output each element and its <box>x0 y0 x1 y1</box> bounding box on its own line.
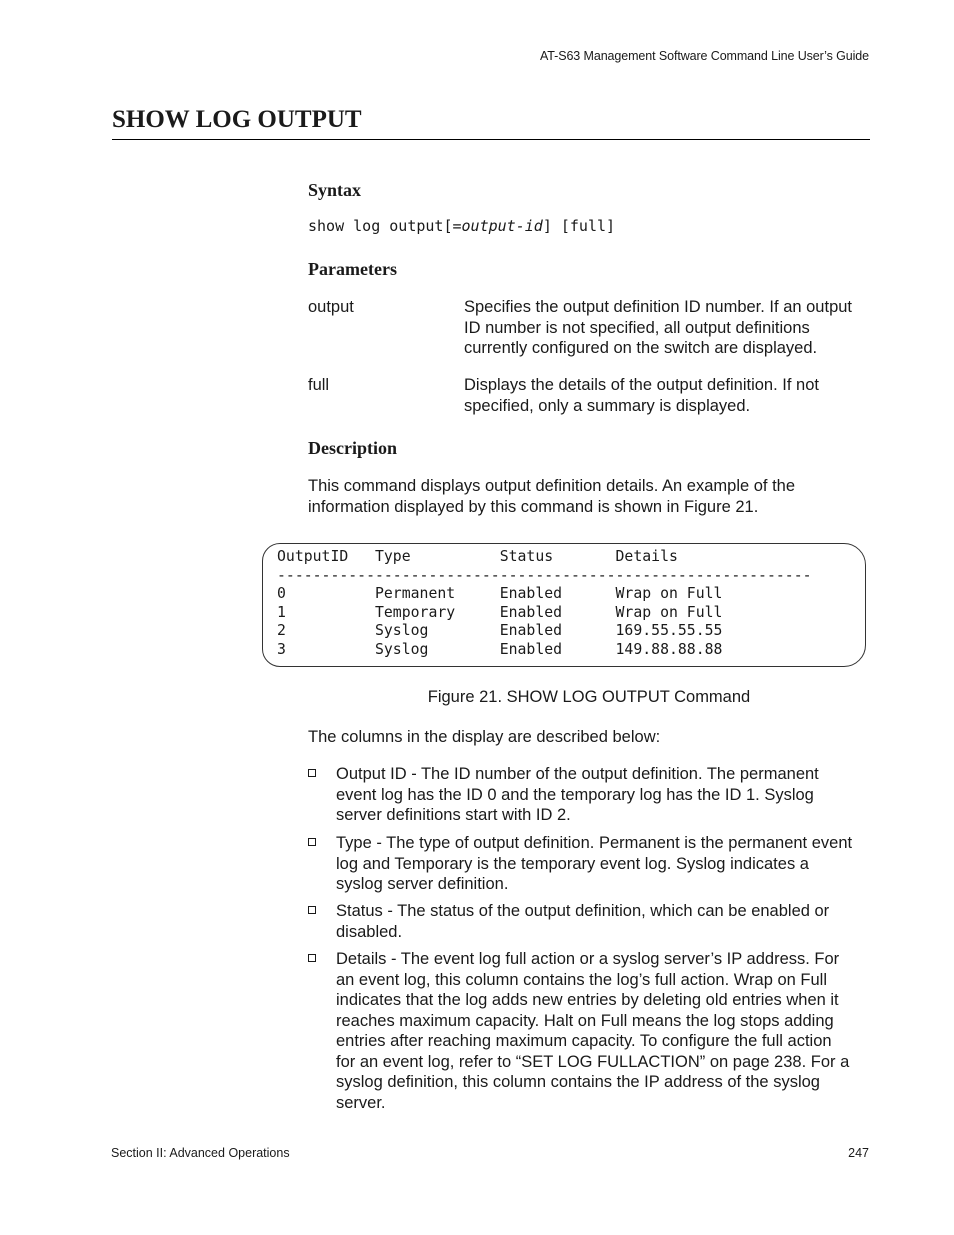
screen-row: 3 Syslog Enabled 149.88.88.88 <box>277 640 723 658</box>
columns-intro: The columns in the display are described below: <box>308 728 661 746</box>
footer-section: Section II: Advanced Operations <box>111 1146 290 1160</box>
screen-divider: ------------------------------------------------------------ <box>277 566 812 584</box>
desc-line: specified, only a summary is displayed. <box>464 396 751 415</box>
bullet-text <box>336 949 871 1113</box>
bullet-text <box>336 764 871 826</box>
page-title: SHOW LOG OUTPUT <box>112 106 362 133</box>
param-name-full: full <box>308 376 330 394</box>
bullet-box-icon <box>308 954 316 962</box>
running-head: AT-S63 Management Software Command Line User’s Guide <box>540 49 869 63</box>
bullet-line: disabled. <box>336 922 403 941</box>
desc-line: Displays the details of the output definition. If not <box>464 376 819 394</box>
screen-row: 1 Temporary Enabled Wrap on Full <box>277 603 723 621</box>
bullet-line: Type - The type of output definition. Permanent is the permanent event <box>336 834 853 852</box>
screen-row: 2 Syslog Enabled 169.55.55.55 <box>277 622 723 639</box>
screen-header: OutputID Type Status Details <box>277 548 678 565</box>
bullet-line: Details - The event log full action or a syslog server’s IP address. For <box>336 950 840 968</box>
bullet-box-icon <box>308 769 316 777</box>
syntax-command: show log output[= <box>308 217 462 235</box>
bullet-line: reaches maximum capacity. Halt on Full means the log stops adding <box>336 1011 834 1030</box>
bullet-line: event log has the ID 0 and the temporary log has the ID 1. Syslog <box>336 785 814 804</box>
title-rule <box>112 139 870 140</box>
para-line: information displayed by this command is shown in Figure 21. <box>308 497 759 516</box>
syntax-line <box>308 217 615 235</box>
bullet-line: entries after reaching maximum capacity. To configure the full action <box>336 1032 832 1050</box>
syntax-param: output-id <box>461 217 543 235</box>
bullet-line: Output ID - The ID number of the output definition. The permanent <box>336 765 819 783</box>
description-heading: Description <box>308 438 397 458</box>
desc-line: currently configured on the switch are displayed. <box>464 339 818 357</box>
figure-caption: Figure 21. SHOW LOG OUTPUT Command <box>427 688 751 706</box>
param-name-output: output <box>308 298 354 316</box>
screen-text <box>277 548 812 659</box>
bullet-line: indicates that the log adds new entries by deleting old entries when it <box>336 991 839 1009</box>
bullet-line: server definitions start with ID 2. <box>336 806 571 824</box>
bullet-box-icon <box>308 838 316 846</box>
param-desc-output <box>464 297 874 359</box>
bullet-box-icon <box>308 906 316 914</box>
description-paragraph <box>308 476 868 517</box>
bullet-line: Status - The status of the output definition, which can be enabled or <box>336 902 830 920</box>
syntax-heading: Syntax <box>308 180 362 200</box>
command-output-screen <box>262 543 866 667</box>
param-desc-full <box>464 375 874 416</box>
bullet-line: log and Temporary is the temporary event log. Syslog indicates a <box>336 854 809 873</box>
bullet-line: an event log, this column contains the log’s full action. Wrap on Full <box>336 970 827 989</box>
screen-row: 0 Permanent Enabled Wrap on Full <box>277 585 723 602</box>
bullet-text <box>336 833 871 895</box>
syntax-options: ] [full] <box>542 217 616 235</box>
parameters-heading: Parameters <box>308 259 397 279</box>
bullet-line: for an event log, refer to “SET LOG FULLACTION” on page 238. For a <box>336 1052 850 1071</box>
bullet-text <box>336 901 871 942</box>
para-line: This command displays output definition details. An example of the <box>308 477 796 495</box>
desc-line: ID number is not specified, all output definitions <box>464 318 810 337</box>
desc-line: Specifies the output definition ID number. If an output <box>464 298 852 316</box>
bullet-line: syslog server definition. <box>336 875 509 893</box>
footer-page-number: 247 <box>848 1146 869 1160</box>
bullet-line: server. <box>336 1093 386 1112</box>
bullet-line: syslog definition, this column contains the IP address of the syslog <box>336 1073 820 1091</box>
